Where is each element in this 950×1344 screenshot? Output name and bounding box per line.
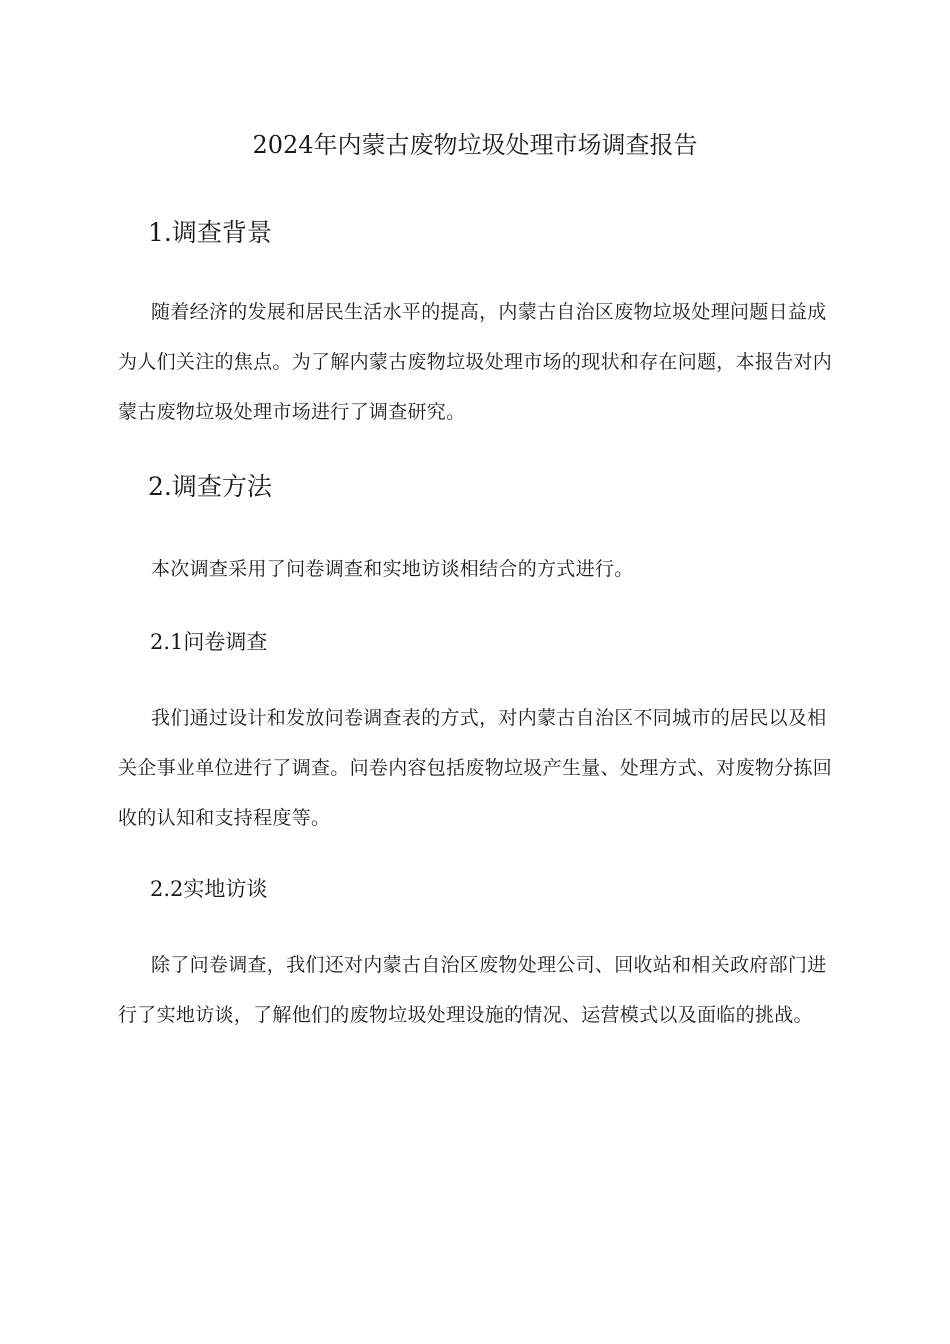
paragraph-method (118, 544, 832, 594)
paragraph-interview (118, 940, 832, 1040)
paragraph-line: 关企事业单位进行了调查。问卷内容包括废物垃圾产生量、处理方式、对废物分拣回 (118, 757, 833, 779)
paragraph-line: 除了问卷调查，我们还对内蒙古自治区废物处理公司、回收站和相关政府部门进 (151, 954, 827, 976)
section-heading-background: 1.调查背景 (148, 218, 272, 247)
document-title: 2024年内蒙古废物垃圾处理市场调查报告 (252, 131, 698, 159)
paragraph-line: 蒙古废物垃圾处理市场进行了调查研究。 (118, 401, 466, 423)
paragraph-line: 本次调查采用了问卷调查和实地访谈相结合的方式进行。 (151, 558, 634, 580)
paragraph-background (118, 287, 832, 437)
subsection-heading-questionnaire: 2.1问卷调查 (150, 630, 268, 654)
subsection-heading-interview: 2.2实地访谈 (150, 877, 268, 901)
paragraph-line: 收的认知和支持程度等。 (118, 807, 331, 829)
paragraph-line: 随着经济的发展和居民生活水平的提高，内蒙古自治区废物垃圾处理问题日益成 (151, 301, 827, 323)
paragraph-questionnaire (118, 693, 832, 843)
section-heading-method: 2.调查方法 (148, 472, 272, 501)
paragraph-line: 行了实地访谈，了解他们的废物垃圾处理设施的情况、运营模式以及面临的挑战。 (118, 1004, 813, 1026)
paragraph-line: 为人们关注的焦点。为了解内蒙古废物垃圾处理市场的现状和存在问题，本报告对内 (118, 351, 833, 373)
paragraph-line: 我们通过设计和发放问卷调查表的方式，对内蒙古自治区不同城市的居民以及相 (151, 707, 827, 729)
